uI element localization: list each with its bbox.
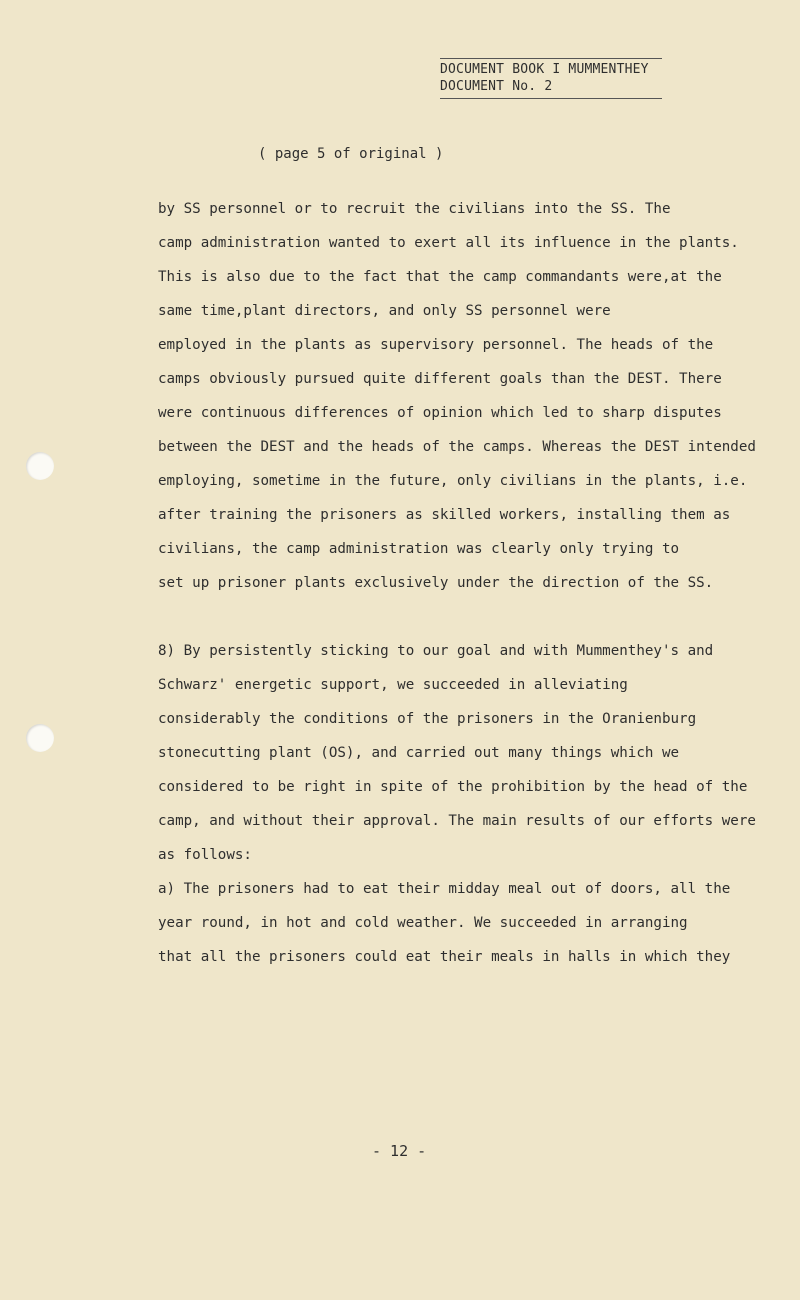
document-body xyxy=(158,192,758,974)
text-line: between the DEST and the heads of the camps. Whereas the DEST intended xyxy=(158,439,756,455)
header-rule xyxy=(440,58,662,59)
text-line: that all the prisoners could eat their meals in halls in which they xyxy=(158,949,731,965)
document-number-label: DOCUMENT No. 2 xyxy=(440,78,662,99)
text-line: employing, sometime in the future, only civilians in the plants, i.e. xyxy=(158,473,748,489)
text-line: camp administration wanted to exert all its influence in the plants. xyxy=(158,235,739,251)
text-line: after training the prisoners as skilled workers, installing them as xyxy=(158,507,731,523)
punch-hole xyxy=(26,724,54,752)
text-line: year round, in hot and cold weather. We succeeded in arranging xyxy=(158,915,688,931)
text-line: 8) By persistently sticking to our goal and with Mummenthey's and xyxy=(158,643,714,659)
page-number: - 12 - xyxy=(372,1142,427,1160)
text-line: by SS personnel or to recruit the civilians into the SS. The xyxy=(158,201,671,217)
text-line: set up prisoner plants exclusively under the direction of the SS. xyxy=(158,575,714,591)
document-header xyxy=(440,58,662,99)
text-line: considerably the conditions of the prisoners in the Oranienburg xyxy=(158,711,697,727)
text-line: considered to be right in spite of the prohibition by the head of the xyxy=(158,779,748,795)
paragraph-gap xyxy=(158,600,758,634)
text-line: stonecutting plant (OS), and carried out many things which we xyxy=(158,745,680,761)
document-book-label: DOCUMENT BOOK I MUMMENTHEY xyxy=(440,62,649,77)
text-line: as follows: xyxy=(158,847,252,863)
text-line: a) The prisoners had to eat their midday meal out of doors, all the xyxy=(158,881,731,897)
text-line: were continuous differences of opinion which led to sharp disputes xyxy=(158,405,722,421)
punch-hole xyxy=(26,452,54,480)
text-line: same time,plant directors, and only SS personnel were xyxy=(158,303,611,319)
page-reference: ( page 5 of original ) xyxy=(258,146,444,162)
text-line: Schwarz' energetic support, we succeeded in alleviating xyxy=(158,677,628,693)
text-line: employed in the plants as supervisory personnel. The heads of the xyxy=(158,337,714,353)
text-line: civilians, the camp administration was clearly only trying to xyxy=(158,541,680,557)
text-line: camps obviously pursued quite different goals than the DEST. There xyxy=(158,371,722,387)
text-line: camp, and without their approval. The main results of our efforts were xyxy=(158,813,756,829)
text-line: This is also due to the fact that the camp commandants were,at the xyxy=(158,269,722,285)
